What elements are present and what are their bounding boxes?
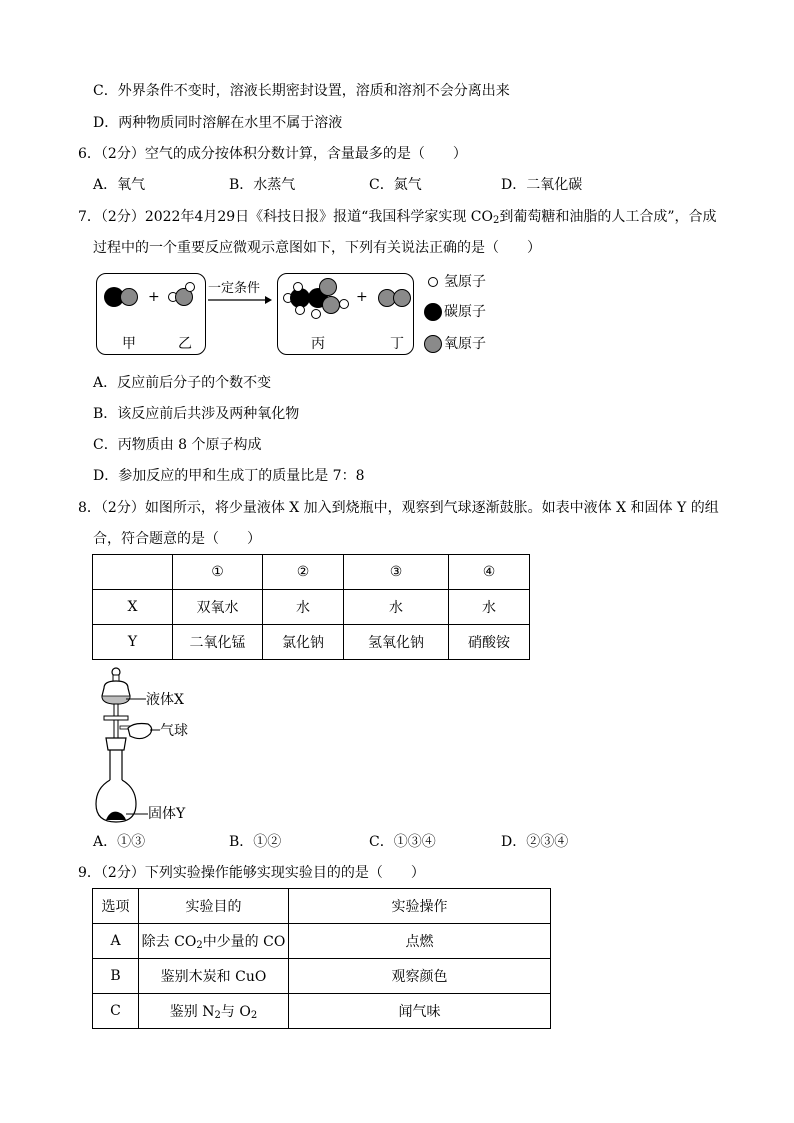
table-cell: 实验操作 [289, 889, 551, 924]
q6-option-c: C．氮气 [369, 177, 422, 193]
label-bing: 丙 [311, 336, 325, 352]
table-cell: 双氧水 [173, 590, 263, 625]
table-cell: 闻气味 [289, 994, 551, 1029]
hydrogen-atom [311, 309, 321, 319]
table-header-row [93, 555, 530, 590]
hydrogen-atom [293, 282, 303, 292]
table-cell: ③ [344, 555, 449, 590]
table-cell: 除去 $CO_2$中少量的 CO [139, 924, 289, 959]
legend-oxygen-icon [424, 335, 442, 353]
hydrogen-atom [185, 282, 195, 292]
table-cell: A [93, 924, 139, 959]
table-cell: 硝酸铵 [449, 625, 530, 660]
oxygen-atom [322, 296, 340, 314]
table-cell: ② [263, 555, 344, 590]
table-cell [93, 555, 173, 590]
q9-table [92, 888, 551, 1029]
q7-option-a: A．反应前后分子的个数不变 [93, 375, 272, 391]
table-cell: ① [173, 555, 263, 590]
hydrogen-atom [339, 299, 349, 309]
q7-option-c: C．丙物质由 8 个原子构成 [93, 437, 262, 453]
q8-option-b: B．①② [229, 834, 282, 850]
table-cell: C [93, 994, 139, 1029]
q9-stem: 9．（2分）下列实验操作能够实现实验目的的是（ ） [78, 865, 425, 881]
table-cell: 鉴别木炭和 CuO [139, 959, 289, 994]
q7-option-d: D．参加反应的甲和生成丁的质量比是 7：8 [93, 468, 365, 484]
table-cell: 水 [344, 590, 449, 625]
legend-hydrogen-label: 氢原子 [444, 274, 486, 290]
plus-sign: + [148, 289, 160, 305]
table-cell: 选项 [93, 889, 139, 924]
table-row [93, 924, 551, 959]
table-cell: 氯化钠 [263, 625, 344, 660]
legend-carbon-icon [424, 303, 442, 321]
q6-option-d: D．二氧化碳 [501, 177, 583, 193]
label-ding: 丁 [390, 336, 404, 352]
table-row [93, 625, 530, 660]
table-cell: 鉴别 $N_2$与 $O_2$ [139, 994, 289, 1029]
oxygen-atom [319, 278, 337, 296]
q7-option-b: B．该反应前后共涉及两种氧化物 [93, 406, 300, 422]
table-cell: X [93, 590, 173, 625]
q6-option-a: A．氧气 [93, 177, 146, 193]
label-liquid-x: 液体X [146, 692, 184, 708]
reaction-condition: 一定条件 [208, 281, 261, 296]
plus-sign: + [356, 289, 368, 305]
q8-option-c: C．①③④ [369, 834, 436, 850]
reaction-arrow-icon [207, 294, 273, 306]
q8-table [92, 554, 530, 660]
legend-hydrogen-icon [428, 277, 438, 287]
table-cell: 点燃 [289, 924, 551, 959]
table-cell: 水 [449, 590, 530, 625]
table-cell: 实验目的 [139, 889, 289, 924]
legend-carbon-label: 碳原子 [444, 304, 486, 320]
table-cell: 二氧化锰 [173, 625, 263, 660]
q8-option-a: A．①③ [93, 834, 146, 850]
label-yi: 乙 [178, 336, 192, 352]
q6-option-b: B．水蒸气 [229, 177, 296, 193]
q6-stem: 6．（2分）空气的成分按体积分数计算，含量最多的是（ ） [78, 146, 467, 162]
legend-oxygen-label: 氧原子 [444, 336, 486, 352]
table-row [93, 994, 551, 1029]
q7-stem-line1: 7．（2分）2022年4月29日《科技日报》报道“我国科学家实现 $CO_2$到葡萄糖和油脂的人工合成”，合成 [78, 209, 717, 226]
hydrogen-atom [295, 305, 305, 315]
table-cell: Y [93, 625, 173, 660]
table-row [93, 590, 530, 625]
table-cell: B [93, 959, 139, 994]
oxygen-atom [120, 288, 138, 306]
q8-stem-line1: 8．（2分）如图所示，将少量液体 X 加入到烧瓶中，观察到气球逐渐鼓胀。如表中液体 X 和固体 Y 的组 [78, 500, 719, 516]
label-jia: 甲 [122, 336, 136, 352]
table-row [93, 959, 551, 994]
q5-option-c: C．外界条件不变时，溶液长期密封设置，溶质和溶剂不会分离出来 [93, 83, 510, 99]
q8-option-d: D．②③④ [501, 834, 569, 850]
table-cell: 观察颜色 [289, 959, 551, 994]
table-cell: 水 [263, 590, 344, 625]
q8-stem-line2: 合，符合题意的是（ ） [93, 531, 261, 547]
label-balloon: 气球 [160, 723, 188, 739]
table-cell: 氢氧化钠 [344, 625, 449, 660]
label-solid-y: 固体Y [148, 806, 186, 822]
oxygen-atom [393, 289, 411, 307]
q7-stem-line2: 过程中的一个重要反应微观示意图如下，下列有关说法正确的是（ ） [93, 240, 541, 256]
table-cell: ④ [449, 555, 530, 590]
table-header-row [93, 889, 551, 924]
q5-option-d: D．两种物质同时溶解在水里不属于溶液 [93, 115, 343, 131]
